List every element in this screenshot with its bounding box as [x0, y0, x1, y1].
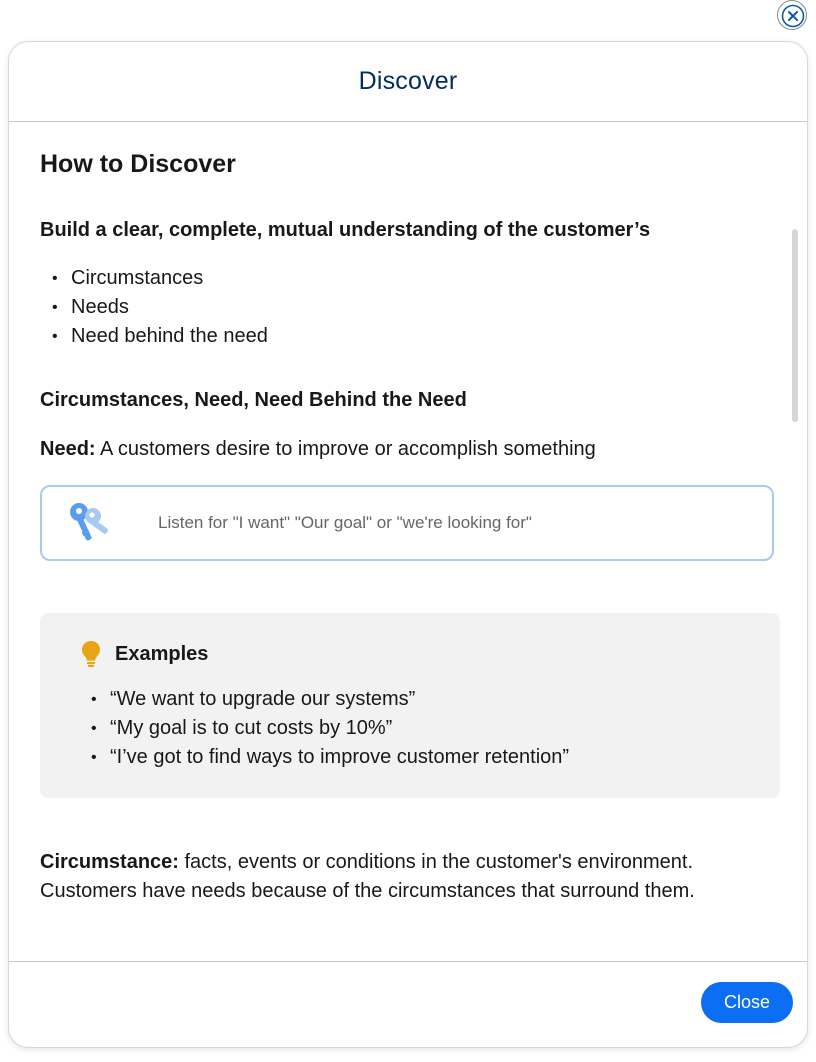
circumstance-text: facts, events or conditions in the customer's environment. Customers have needs because of the circumstances that surround them.	[40, 851, 695, 902]
close-button[interactable]: Close	[701, 982, 793, 1023]
discover-modal	[8, 41, 808, 1048]
discover-list	[40, 264, 268, 351]
lead-text: Build a clear, complete, mutual understanding of the customer’s	[40, 219, 651, 241]
example-item: • “We want to upgrade our systems”	[79, 685, 569, 714]
list-item: • Circumstances	[40, 264, 268, 293]
lightbulb-icon	[81, 640, 101, 668]
example-item: • “My goal is to cut costs by 10%”	[79, 714, 569, 743]
modal-footer	[9, 961, 807, 1047]
examples-list	[79, 685, 569, 772]
close-icon	[778, 1, 808, 31]
example-item: • “I’ve got to find ways to improve customer retention”	[79, 743, 569, 772]
close-icon-button[interactable]	[777, 0, 807, 30]
page-heading: How to Discover	[40, 150, 236, 178]
list-item: • Need behind the need	[40, 322, 268, 351]
listen-tip-box	[40, 485, 774, 561]
circumstance-definition	[40, 848, 785, 906]
need-definition	[40, 438, 596, 461]
circumstance-term: Circumstance:	[40, 851, 179, 873]
scrollbar-thumb[interactable]	[792, 229, 798, 422]
modal-body[interactable]	[9, 122, 807, 963]
examples-box	[40, 613, 780, 798]
keys-icon	[67, 501, 115, 545]
need-text: A customers desire to improve or accomplish something	[95, 438, 596, 460]
modal-title: Discover	[358, 67, 458, 95]
list-item: • Needs	[40, 293, 268, 322]
examples-title: Examples	[115, 643, 209, 665]
tip-text: Listen for "I want" "Our goal" or "we're looking for"	[158, 513, 532, 532]
need-term: Need:	[40, 438, 96, 460]
section-heading: Circumstances, Need, Need Behind the Need	[40, 389, 467, 411]
modal-header	[9, 42, 807, 122]
